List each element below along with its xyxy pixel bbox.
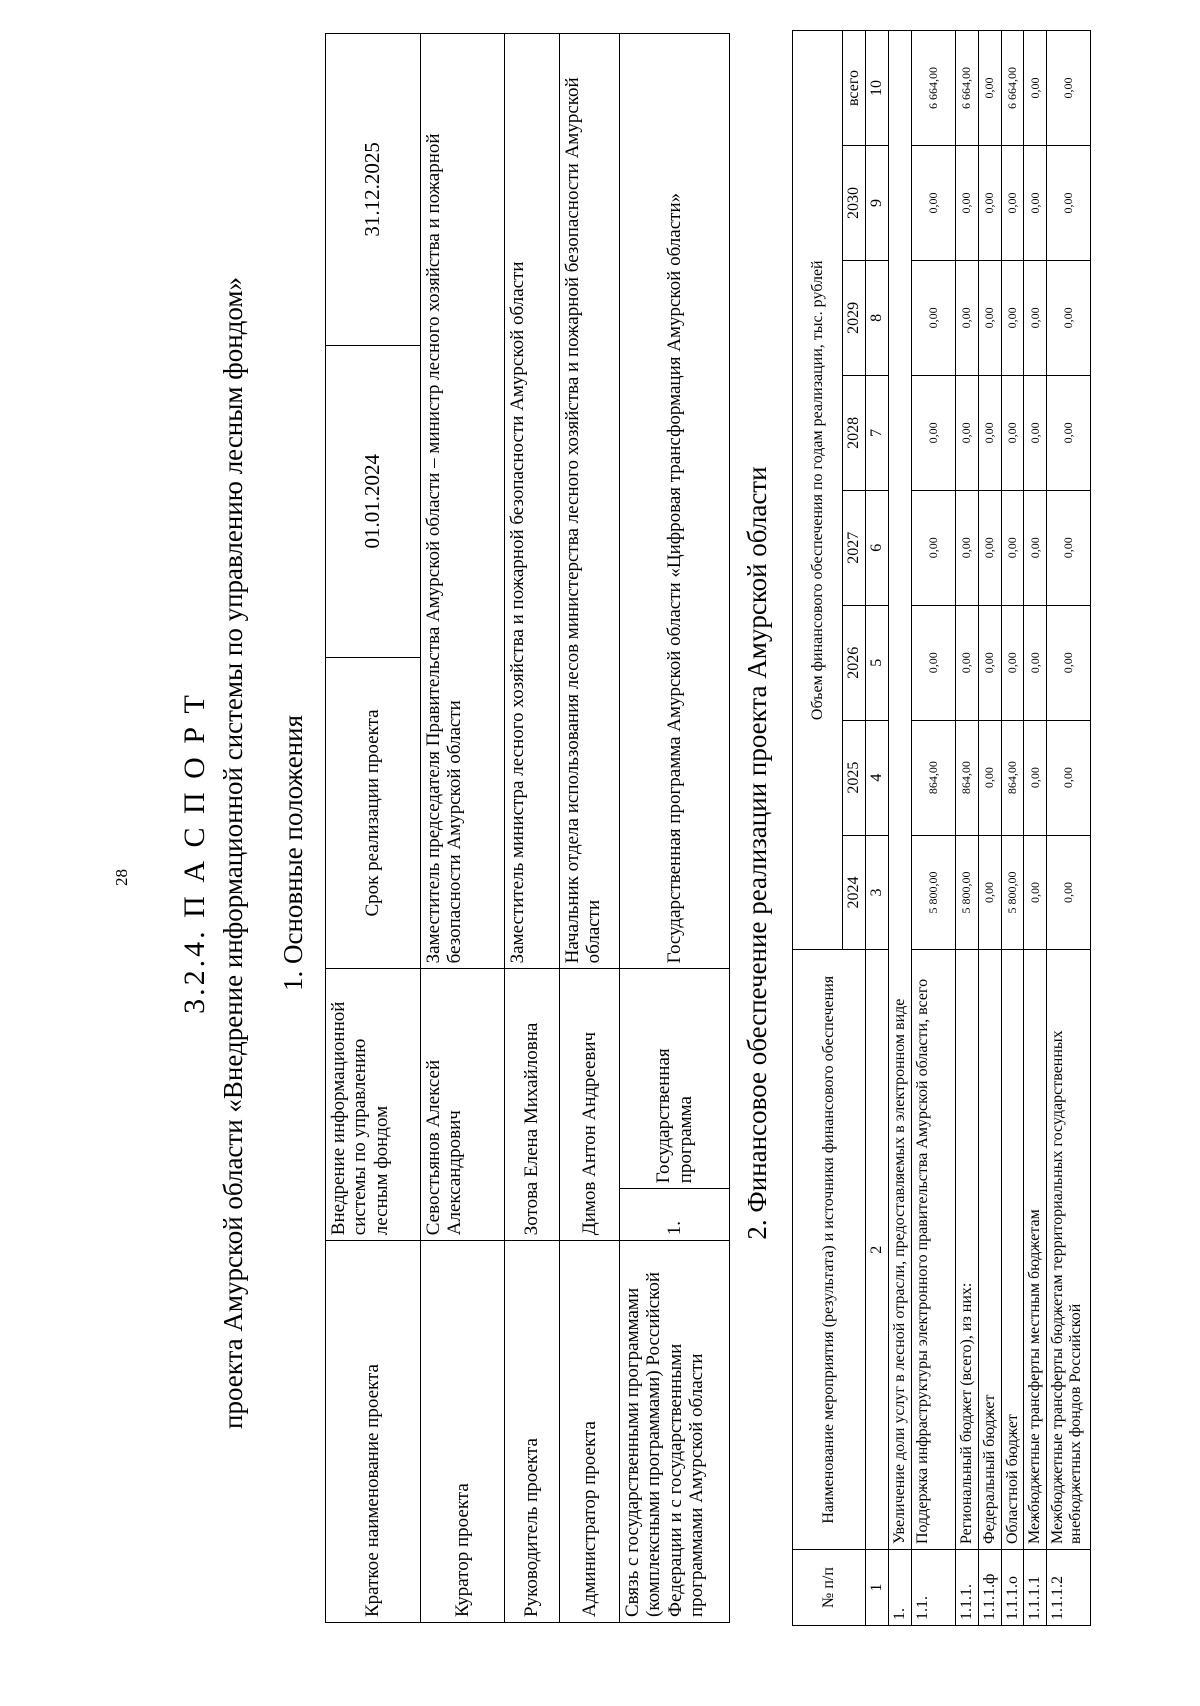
row-value: 0,00 xyxy=(1047,490,1091,605)
leader-label: Руководитель проекта xyxy=(505,1241,560,1623)
row-value: 0,00 xyxy=(978,720,1001,835)
row-value: 0,00 xyxy=(911,375,955,490)
row-total: 6 664,00 xyxy=(955,31,978,146)
row-value: 0,00 xyxy=(978,490,1001,605)
year-header: 2026 xyxy=(843,605,866,720)
table-row xyxy=(1001,31,1024,1626)
row-value: 0,00 xyxy=(911,490,955,605)
program-link-num: 1. xyxy=(620,1189,730,1241)
year-header: 2027 xyxy=(843,490,866,605)
col-number: 4 xyxy=(865,720,888,835)
row-value: 0,00 xyxy=(1001,605,1024,720)
row-value: 864,00 xyxy=(1001,720,1024,835)
row-value: 0,00 xyxy=(1024,146,1047,261)
program-link-label: Связь с государственными программами (комплексными программами) Российской Федерации и с государственными программами Амурской области xyxy=(620,1241,730,1623)
row-value: 0,00 xyxy=(978,146,1001,261)
term-label: Срок реализации проекта xyxy=(326,657,421,969)
section1-heading: 1. Основные положения xyxy=(278,715,308,991)
row-value: 0,00 xyxy=(955,490,978,605)
row-value: 0,00 xyxy=(1047,605,1091,720)
row-value: 864,00 xyxy=(955,720,978,835)
row-value: 0,00 xyxy=(1047,260,1091,375)
col-number: 3 xyxy=(865,835,888,950)
leader-name: Зотова Елена Михайловна xyxy=(505,969,560,1241)
leader-position: Заместитель министра лесного хозяйства и пожарной безопасности Амурской области xyxy=(505,34,560,969)
task-num: 1. xyxy=(888,1550,911,1626)
row-value: 0,00 xyxy=(978,375,1001,490)
row-num: 1.1. xyxy=(911,1550,955,1626)
row-value: 0,00 xyxy=(1024,375,1047,490)
passport-title: 3.2.4. П А С П О Р Т xyxy=(178,692,211,1014)
row-value: 0,00 xyxy=(955,146,978,261)
column-numbers-row xyxy=(865,31,888,1626)
row-num: 1.1.1.2 xyxy=(1047,1550,1091,1626)
table-row xyxy=(1047,31,1091,1626)
col-number: 2 xyxy=(865,950,888,1550)
header-name: Наименование мероприятия (результата) и источники финансового обеспечения xyxy=(793,950,866,1550)
year-header: 2024 xyxy=(843,835,866,950)
page-number: 28 xyxy=(112,869,131,886)
admin-position: Начальник отдела использования лесов министерства лесного хозяйства и пожарной безопасности Амурской области xyxy=(560,34,620,969)
row-name: Межбюджетные трансферты местным бюджетам xyxy=(1024,950,1047,1550)
row-value: 0,00 xyxy=(1047,146,1091,261)
col-number: 8 xyxy=(865,260,888,375)
header-num: № п/п xyxy=(793,1550,866,1626)
row-value: 0,00 xyxy=(1024,260,1047,375)
row-value: 0,00 xyxy=(1024,490,1047,605)
row-name: Межбюджетные трансферты бюджетам территориальных государственных внебюджетных фондов Российской xyxy=(1047,950,1091,1550)
col-number: 9 xyxy=(865,146,888,261)
admin-label: Администратор проекта xyxy=(560,1241,620,1623)
row-value: 0,00 xyxy=(1024,720,1047,835)
term-start: 01.01.2024 xyxy=(326,345,421,657)
row-value: 0,00 xyxy=(978,605,1001,720)
basic-provisions-table xyxy=(325,33,730,1623)
total-header: всего xyxy=(843,31,866,146)
row-value: 0,00 xyxy=(1024,835,1047,950)
row-value: 0,00 xyxy=(911,260,955,375)
row-value: 0,00 xyxy=(955,375,978,490)
year-header: 2025 xyxy=(843,720,866,835)
col-number: 6 xyxy=(865,490,888,605)
row-value: 0,00 xyxy=(1024,605,1047,720)
row-value: 0,00 xyxy=(1001,146,1024,261)
curator-name: Севостьянов Алексей Александрович xyxy=(421,969,505,1241)
row-value: 0,00 xyxy=(911,605,955,720)
row-total: 0,00 xyxy=(1024,31,1047,146)
row-value: 0,00 xyxy=(1047,835,1091,950)
row-name: Поддержка инфраструктуры электронного правительства Амурской области, всего xyxy=(911,950,955,1550)
row-name: Областной бюджет xyxy=(1001,950,1024,1550)
row-value: 5 800,00 xyxy=(911,835,955,950)
header-volume: Объем финансового обеспечения по годам реализации, тыс. рублей xyxy=(793,31,843,950)
curator-label: Куратор проекта xyxy=(421,1241,505,1623)
curator-position: Заместитель председателя Правительства Амурской области – министр лесного хозяйства и пожарной безопасности Амурской области xyxy=(421,34,505,969)
row-total: 0,00 xyxy=(1047,31,1091,146)
row-num: 1.1.1.о xyxy=(1001,1550,1024,1626)
row-value: 0,00 xyxy=(1001,490,1024,605)
row-value: 0,00 xyxy=(1001,375,1024,490)
term-end: 31.12.2025 xyxy=(326,34,421,346)
table-row xyxy=(1024,31,1047,1626)
row-value: 5 800,00 xyxy=(1001,835,1024,950)
row-name: Региональный бюджет (всего), из них: xyxy=(955,950,978,1550)
year-header: 2030 xyxy=(843,146,866,261)
table-row xyxy=(911,31,955,1626)
short-name-value: Внедрение информационной системы по управлению лесным фондом xyxy=(326,969,421,1241)
year-header: 2028 xyxy=(843,375,866,490)
financing-table xyxy=(792,30,1091,1626)
table-row xyxy=(955,31,978,1626)
row-num: 1.1.1.ф xyxy=(978,1550,1001,1626)
row-value: 0,00 xyxy=(978,260,1001,375)
row-value: 0,00 xyxy=(1001,260,1024,375)
row-value: 0,00 xyxy=(955,605,978,720)
task-text: Увеличение доли услуг в лесной отрасли, предоставляемых в электронном виде xyxy=(888,31,911,1550)
col-number: 5 xyxy=(865,605,888,720)
col-number: 10 xyxy=(865,31,888,146)
project-title: проекта Амурской области «Внедрение информационной системы по управлению лесным фондом» xyxy=(218,277,248,1429)
task-row xyxy=(888,31,911,1626)
row-value: 5 800,00 xyxy=(955,835,978,950)
program-link-value: Государственная программа Амурской области «Цифровая трансформация Амурской области» xyxy=(620,34,730,969)
year-header: 2029 xyxy=(843,260,866,375)
row-value: 0,00 xyxy=(955,260,978,375)
row-num: 1.1.1. xyxy=(955,1550,978,1626)
col-number: 1 xyxy=(865,1550,888,1626)
program-link-type: Государственная программа xyxy=(620,969,730,1189)
row-value: 0,00 xyxy=(911,146,955,261)
col-number: 7 xyxy=(865,375,888,490)
row-value: 0,00 xyxy=(978,835,1001,950)
table-row xyxy=(978,31,1001,1626)
row-name: Федеральный бюджет xyxy=(978,950,1001,1550)
admin-name: Димов Антон Андреевич xyxy=(560,969,620,1241)
row-value: 0,00 xyxy=(1047,375,1091,490)
row-value: 0,00 xyxy=(1047,720,1091,835)
row-total: 0,00 xyxy=(978,31,1001,146)
row-num: 1.1.1.1 xyxy=(1024,1550,1047,1626)
short-name-label: Краткое наименование проекта xyxy=(326,1241,421,1623)
row-total: 6 664,00 xyxy=(911,31,955,146)
row-total: 6 664,00 xyxy=(1001,31,1024,146)
row-value: 864,00 xyxy=(911,720,955,835)
section2-heading: 2. Финансовое обеспечение реализации проекта Амурской области xyxy=(742,466,772,1240)
